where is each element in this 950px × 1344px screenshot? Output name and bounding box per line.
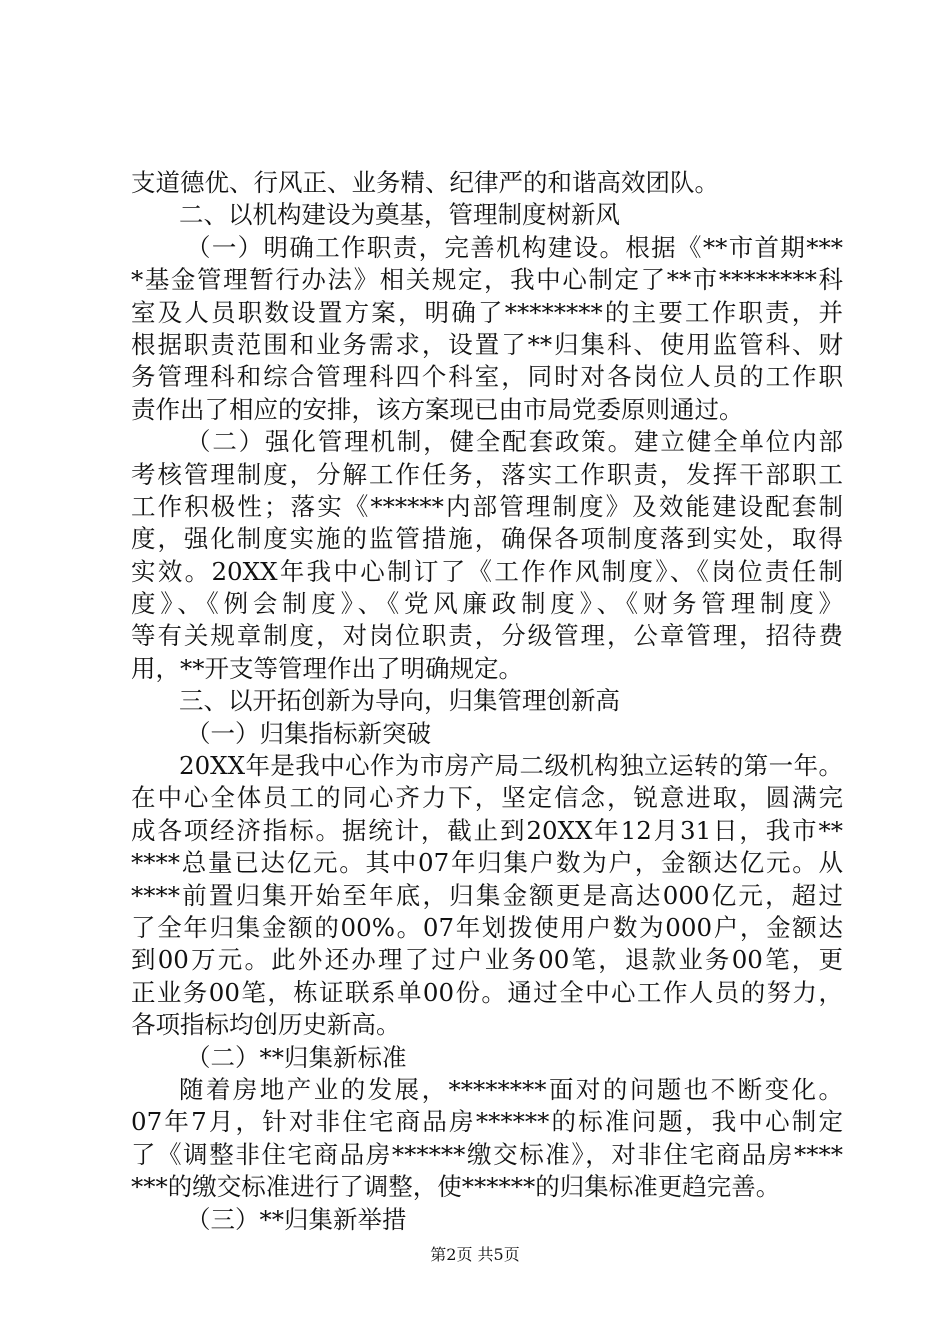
- text-line: ****前置归集开始至年底，归集金额更是高达000亿元，超过: [131, 880, 843, 910]
- text-line: 在中心全体员工的同心齐力下，坚定信念，锐意进取，圆满完: [131, 783, 843, 813]
- text-line: 07年7月，针对非住宅商品房******的标准问题，我中心制定: [131, 1107, 843, 1137]
- text-line: 三、以开拓创新为导向，归集管理创新高: [179, 686, 620, 716]
- text-line: 度，强化制度实施的监管措施，确保各项制度落到实处，取得: [131, 524, 843, 554]
- text-line: 了《调整非住宅商品房******缴交标准》，对非住宅商品房****: [131, 1139, 843, 1169]
- text-line: 责作出了相应的安排，该方案现已由市局党委原则通过。: [131, 394, 744, 424]
- text-line: 考核管理制度，分解工作任务，落实工作职责，发挥干部职工: [131, 459, 843, 489]
- text-line: *基金管理暂行办法》相关规定，我中心制定了**市********科: [131, 265, 843, 295]
- text-line: （一）归集指标新突破: [186, 718, 431, 748]
- text-line: 成各项经济指标。据统计，截止到20XX年12月31日，我市**: [131, 815, 843, 845]
- document-body: [131, 167, 843, 1236]
- text-line: 务管理科和综合管理科四个科室，同时对各岗位人员的工作职: [131, 362, 843, 392]
- text-line: 到00万元。此外还办理了过户业务00笔，退款业务00笔，更: [131, 945, 843, 975]
- text-line: （二）**归集新标准: [186, 1042, 407, 1072]
- text-line: 室及人员职数设置方案，明确了********的主要工作职责，并: [131, 297, 843, 327]
- text-line: 二、以机构建设为奠基，管理制度树新风: [179, 200, 620, 230]
- text-line: （一）明确工作职责，完善机构建设。根据《**市首期***: [186, 232, 843, 262]
- text-line: ***的缴交标准进行了调整，使******的归集标准更趋完善。: [131, 1172, 781, 1202]
- text-line: 用，**开支等管理作出了明确规定。: [131, 653, 523, 683]
- text-line: 正业务00笔，栋证联系单00份。通过全中心工作人员的努力，: [131, 977, 843, 1007]
- text-line: 等有关规章制度，对岗位职责，分级管理，公章管理，招待费: [131, 621, 843, 651]
- text-line: 度》、《例会制度》、《党风廉政制度》、《财务管理制度》: [131, 589, 843, 619]
- text-line: 根据职责范围和业务需求，设置了**归集科、使用监管科、财: [131, 329, 843, 359]
- text-line: 20XX年是我中心作为市房产局二级机构独立运转的第一年。: [179, 751, 843, 781]
- text-line: 各项指标均创历史新高。: [131, 1010, 401, 1040]
- text-line: ****总量已达亿元。其中07年归集户数为户，金额达亿元。从: [131, 848, 843, 878]
- text-line: 了全年归集金额的00%。07年划拨使用户数为000户，金额达: [131, 912, 843, 942]
- page-number-label: 第2页 共5页: [430, 1245, 520, 1264]
- text-line: （二）强化管理机制，健全配套政策。建立健全单位内部: [186, 427, 843, 457]
- page-footer: [0, 1244, 950, 1266]
- text-line: 支道德优、行风正、业务精、纪律严的和谐高效团队。: [131, 168, 719, 197]
- text-line: 实效。20XX年我中心制订了《工作作风制度》、《岗位责任制: [131, 556, 843, 586]
- text-line: 随着房地产业的发展，********面对的问题也不断变化。: [179, 1074, 843, 1104]
- text-line: 工作积极性；落实《******内部管理制度》及效能建设配套制: [131, 491, 843, 521]
- text-line: （三）**归集新举措: [186, 1204, 407, 1234]
